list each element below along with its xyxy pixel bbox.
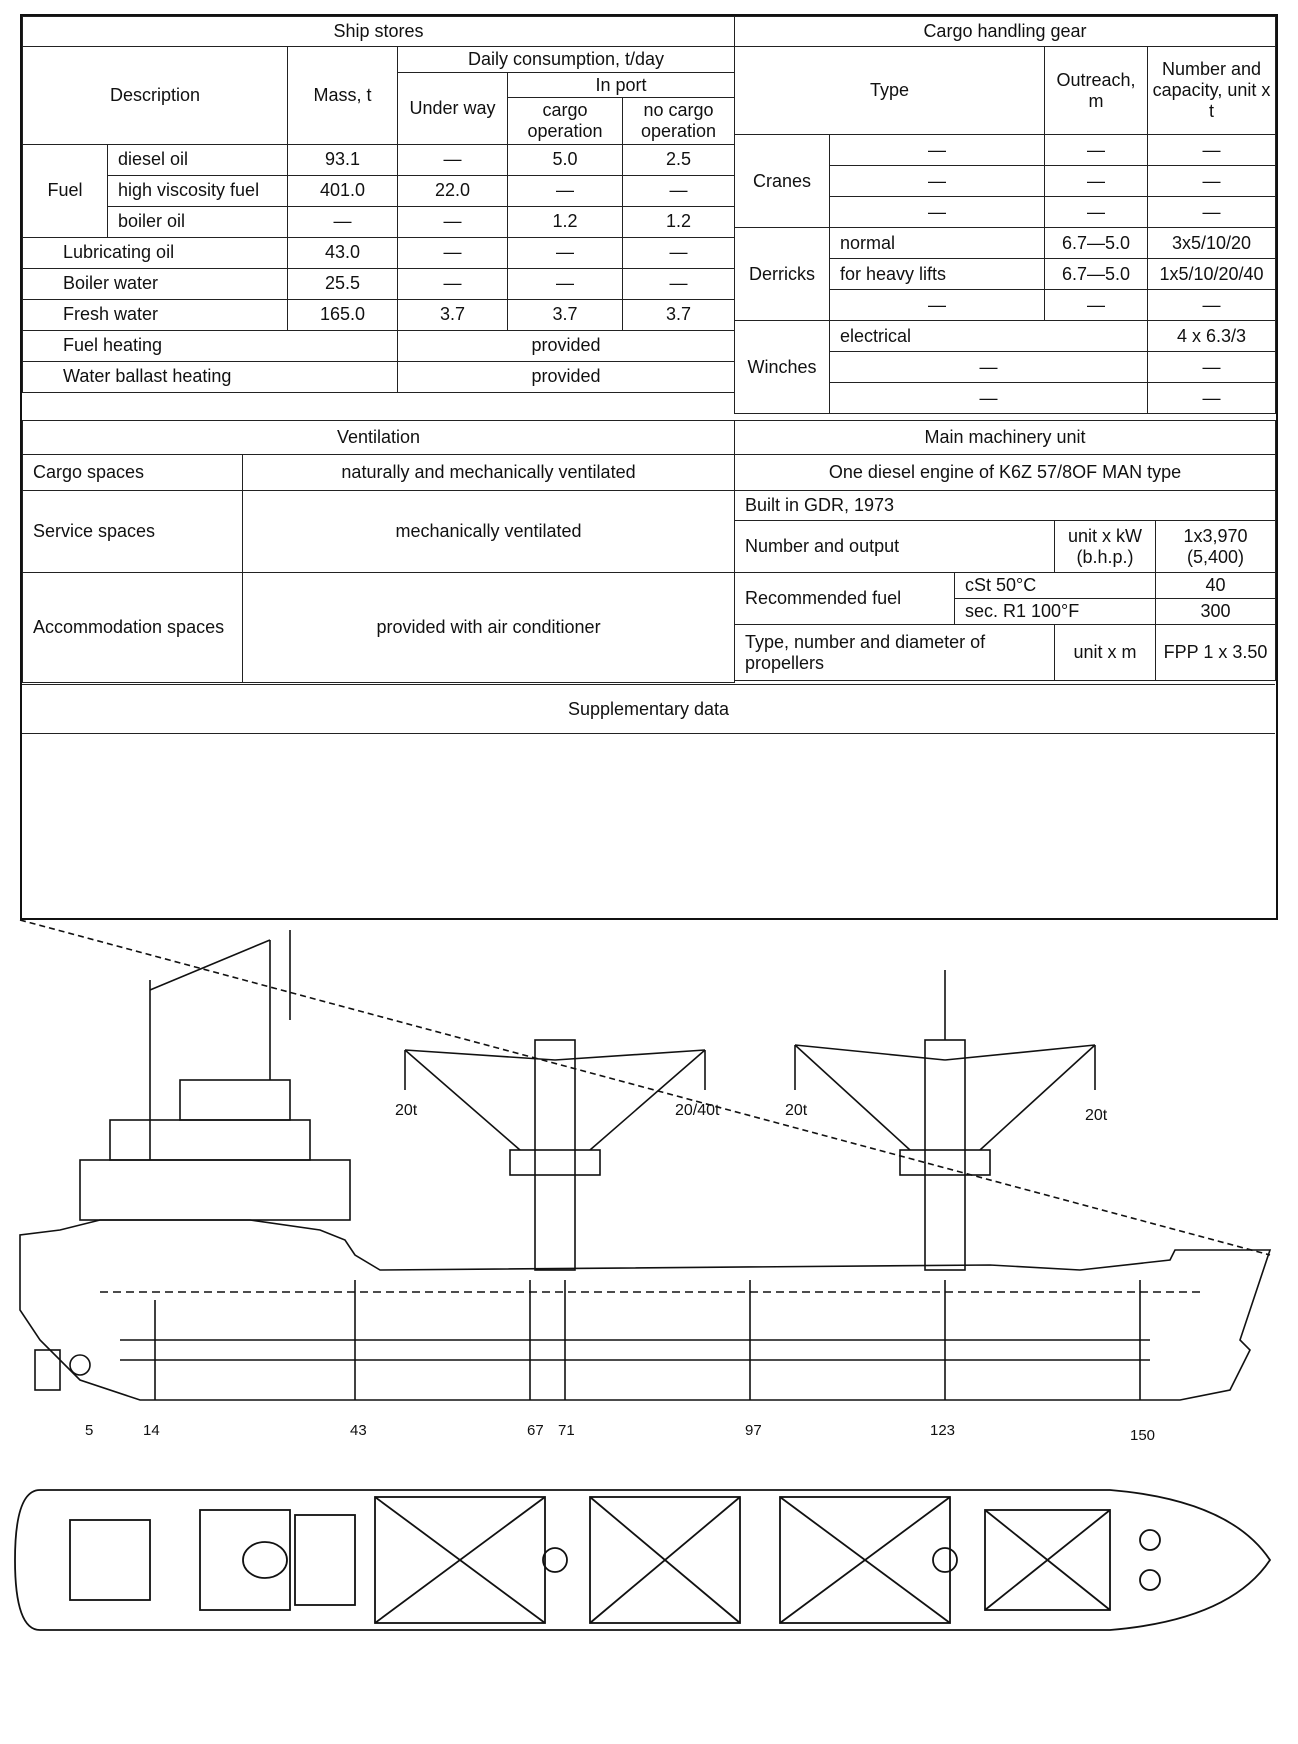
- cell-dash: —: [1148, 383, 1276, 414]
- row-cargo: 5.0: [508, 144, 623, 175]
- table-row: [735, 228, 1276, 259]
- table-row: [23, 299, 735, 330]
- row-cargo: —: [508, 237, 623, 268]
- row-mass: 93.1: [288, 144, 398, 175]
- row-name: Boiler water: [23, 268, 288, 299]
- col-outreach: Outreach, m: [1045, 47, 1148, 135]
- cell-dash: —: [1148, 290, 1276, 321]
- row-under-way: —: [398, 144, 508, 175]
- frame-number: 150: [1130, 1427, 1156, 1444]
- number-output-label: Number and output: [735, 521, 1055, 573]
- col-cargo-operation: cargo operation: [508, 98, 623, 144]
- cell-dash: —: [1148, 166, 1276, 197]
- supplementary-data-title: Supplementary data: [22, 684, 1275, 734]
- table-row: [23, 175, 735, 206]
- row-value: provided: [398, 330, 735, 361]
- row-mass: —: [288, 206, 398, 237]
- frame-number: 14: [143, 1422, 160, 1439]
- row-under-way: —: [398, 268, 508, 299]
- frame-number: 71: [558, 1422, 575, 1439]
- row-mass: 25.5: [288, 268, 398, 299]
- table-row: [735, 321, 1276, 352]
- ship-stores-title: Ship stores: [23, 17, 735, 47]
- cell-dash: —: [1148, 197, 1276, 228]
- machinery-title: Main machinery unit: [735, 421, 1276, 455]
- cell-dash: —: [1148, 352, 1276, 383]
- row-cargo: 1.2: [508, 206, 623, 237]
- row-mass: 43.0: [288, 237, 398, 268]
- cranes-label: Cranes: [735, 135, 830, 228]
- vent-row-value: naturally and mechanically ventilated: [243, 455, 735, 491]
- fuel-cst-value: 40: [1156, 573, 1276, 599]
- ship-drawings: [0, 920, 1298, 1739]
- vent-row-name: Accommodation spaces: [23, 573, 243, 683]
- col-daily-consumption: Daily consumption, t/day: [398, 47, 735, 73]
- load-label: 20/40t: [675, 1102, 720, 1119]
- recommended-fuel-label: Recommended fuel: [735, 573, 955, 625]
- col-no-cargo-operation: no cargo operation: [623, 98, 735, 144]
- row-cargo: 3.7: [508, 299, 623, 330]
- ventilation-table: [22, 420, 735, 683]
- col-under-way: Under way: [398, 72, 508, 144]
- row-cargo: —: [508, 175, 623, 206]
- propellers-unit: unit x m: [1055, 625, 1156, 681]
- ship-data-sheet: [20, 14, 1278, 920]
- row-under-way: 3.7: [398, 299, 508, 330]
- load-label: 20t: [785, 1102, 808, 1119]
- row-no-cargo: 1.2: [623, 206, 735, 237]
- cargo-gear-title: Cargo handling gear: [735, 17, 1276, 47]
- derrick-number: 3x5/10/20: [1148, 228, 1276, 259]
- machinery-table: [734, 420, 1276, 681]
- cell-dash: —: [830, 166, 1045, 197]
- winch-number: 4 x 6.3/3: [1148, 321, 1276, 352]
- engine-text: One diesel engine of K6Z 57/8OF MAN type: [735, 455, 1276, 491]
- cell-dash: —: [830, 290, 1045, 321]
- number-output-value: 1x3,970 (5,400): [1156, 521, 1276, 573]
- row-name: Lubricating oil: [23, 237, 288, 268]
- row-no-cargo: 3.7: [623, 299, 735, 330]
- cell-dash: —: [1045, 290, 1148, 321]
- derrick-number: 1x5/10/20/40: [1148, 259, 1276, 290]
- fuel-sec: sec. R1 100°F: [955, 599, 1156, 625]
- col-in-port: In port: [508, 72, 735, 98]
- load-labels: [395, 1102, 1108, 1124]
- frame-number: 67: [527, 1422, 544, 1439]
- vent-row-value: provided with air conditioner: [243, 573, 735, 683]
- frame-number: 97: [745, 1422, 762, 1439]
- built-text: Built in GDR, 1973: [735, 491, 1276, 521]
- deck-plan: [15, 1490, 1270, 1630]
- col-type: Type: [735, 47, 1045, 135]
- ventilation-title: Ventilation: [23, 421, 735, 455]
- table-row: [23, 144, 735, 175]
- row-mass: 401.0: [288, 175, 398, 206]
- row-under-way: 22.0: [398, 175, 508, 206]
- cell-dash: —: [830, 352, 1148, 383]
- frame-number: 5: [85, 1422, 94, 1439]
- fuel-cst: cSt 50°C: [955, 573, 1156, 599]
- row-no-cargo: 2.5: [623, 144, 735, 175]
- row-value: provided: [398, 361, 735, 392]
- row-cargo: —: [508, 268, 623, 299]
- col-mass: Mass, t: [288, 47, 398, 145]
- frame-number: 123: [930, 1422, 956, 1439]
- load-label: 20t: [1085, 1107, 1108, 1124]
- ship-stores-section: [22, 16, 734, 393]
- table-row: [23, 237, 735, 268]
- row-no-cargo: —: [623, 175, 735, 206]
- cell-dash: —: [1045, 197, 1148, 228]
- row-name: high viscosity fuel: [108, 175, 288, 206]
- row-name: Fresh water: [23, 299, 288, 330]
- winch-type: electrical: [830, 321, 1148, 352]
- frame-numbers: [85, 1422, 1155, 1444]
- derrick-outreach: 6.7—5.0: [1045, 259, 1148, 290]
- ventilation-section: [22, 420, 734, 683]
- col-description: Description: [23, 47, 288, 145]
- vent-row-value: mechanically ventilated: [243, 491, 735, 573]
- cell-dash: —: [830, 383, 1148, 414]
- row-name: Water ballast heating: [23, 361, 398, 392]
- load-label: 20t: [395, 1102, 418, 1119]
- propellers-label: Type, number and diameter of propellers: [735, 625, 1055, 681]
- cell-dash: —: [1148, 135, 1276, 166]
- cell-dash: —: [1045, 166, 1148, 197]
- frame-number: 43: [350, 1422, 367, 1439]
- derrick-type: normal: [830, 228, 1045, 259]
- machinery-section: [734, 420, 1275, 681]
- row-name: boiler oil: [108, 206, 288, 237]
- table-row: [23, 268, 735, 299]
- vent-row-name: Cargo spaces: [23, 455, 243, 491]
- cargo-gear-section: [734, 16, 1275, 414]
- ship-stores-table: [22, 16, 735, 393]
- number-output-unit: unit x kW (b.h.p.): [1055, 521, 1156, 573]
- table-row: [23, 330, 735, 361]
- winches-label: Winches: [735, 321, 830, 414]
- propellers-value: FPP 1 x 3.50: [1156, 625, 1276, 681]
- ship-profile-and-plan-svg: [0, 920, 1298, 1739]
- row-mass: 165.0: [288, 299, 398, 330]
- cell-dash: —: [1045, 135, 1148, 166]
- derrick-type: for heavy lifts: [830, 259, 1045, 290]
- derricks-label: Derricks: [735, 228, 830, 321]
- row-name: Fuel heating: [23, 330, 398, 361]
- table-row: [23, 361, 735, 392]
- row-under-way: —: [398, 237, 508, 268]
- row-under-way: —: [398, 206, 508, 237]
- derrick-outreach: 6.7—5.0: [1045, 228, 1148, 259]
- row-no-cargo: —: [623, 268, 735, 299]
- fuel-sec-value: 300: [1156, 599, 1276, 625]
- row-name: diesel oil: [108, 144, 288, 175]
- fuel-label: Fuel: [23, 144, 108, 237]
- table-row: [23, 206, 735, 237]
- cell-dash: —: [830, 135, 1045, 166]
- vent-row-name: Service spaces: [23, 491, 243, 573]
- cell-dash: —: [830, 197, 1045, 228]
- col-number-capacity: Number and capacity, unit x t: [1148, 47, 1276, 135]
- row-no-cargo: —: [623, 237, 735, 268]
- cargo-gear-table: [734, 16, 1276, 414]
